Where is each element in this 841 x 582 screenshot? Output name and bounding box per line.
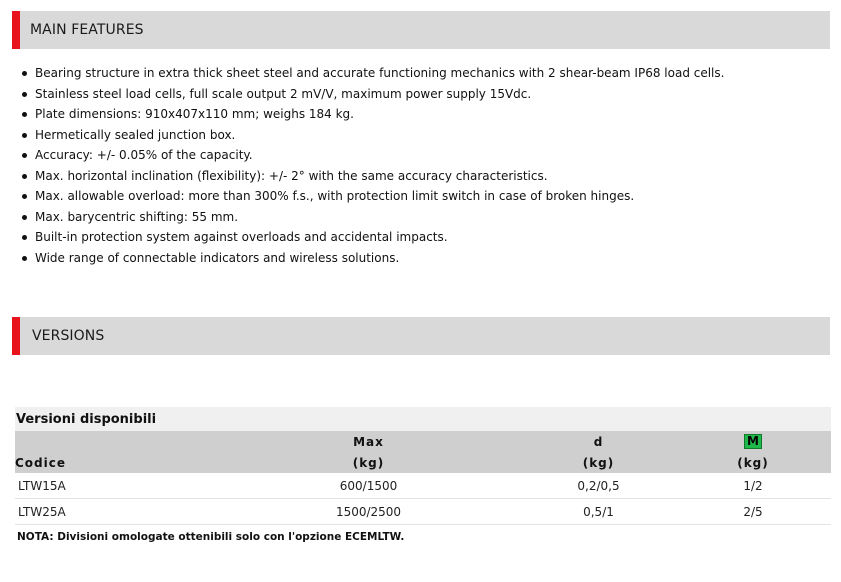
cell-d: 0,2/0,5 bbox=[522, 473, 675, 499]
versions-table-wrap bbox=[15, 407, 831, 525]
versions-title: VERSIONS bbox=[32, 328, 105, 344]
header-m-unit: (kg) bbox=[675, 452, 831, 473]
feature-item: Stainless steel load cells, full scale output 2 mV/V, maximum power supply 15Vdc. bbox=[20, 84, 820, 105]
cell-max: 1500/2500 bbox=[215, 499, 522, 525]
header-m bbox=[675, 431, 831, 452]
feature-item: Wide range of connectable indicators and wireless solutions. bbox=[20, 248, 820, 269]
accent-bar bbox=[12, 11, 20, 49]
cell-code: LTW15A bbox=[15, 473, 215, 499]
versions-header bbox=[12, 317, 830, 355]
header-max: Max bbox=[215, 431, 522, 452]
cell-m: 1/2 bbox=[675, 473, 831, 499]
cell-m: 2/5 bbox=[675, 499, 831, 525]
header-blank bbox=[15, 431, 215, 452]
cell-d: 0,5/1 bbox=[522, 499, 675, 525]
main-features-header bbox=[12, 11, 830, 49]
versions-table bbox=[15, 431, 831, 525]
accent-bar bbox=[12, 317, 20, 355]
feature-item: Max. allowable overload: more than 300% f.s., with protection limit switch in case of broken hinges. bbox=[20, 186, 820, 207]
features-list bbox=[20, 63, 820, 268]
header-codice: Codice bbox=[15, 452, 215, 473]
cell-code: LTW25A bbox=[15, 499, 215, 525]
feature-item: Max. horizontal inclination (flexibility): +/- 2° with the same accuracy characteristics. bbox=[20, 166, 820, 187]
feature-item: Max. barycentric shifting: 55 mm. bbox=[20, 207, 820, 228]
header-d-unit: (kg) bbox=[522, 452, 675, 473]
feature-item: Bearing structure in extra thick sheet steel and accurate functioning mechanics with 2 shear-beam IP68 load cells. bbox=[20, 63, 820, 84]
main-features-title: MAIN FEATURES bbox=[30, 22, 144, 38]
cell-max: 600/1500 bbox=[215, 473, 522, 499]
table-header-row bbox=[15, 452, 831, 473]
header-max-unit: (kg) bbox=[215, 452, 522, 473]
feature-item: Hermetically sealed junction box. bbox=[20, 125, 820, 146]
table-note: NOTA: Divisioni omologate ottenibili solo con l'opzione ECEMLTW. bbox=[17, 531, 405, 543]
feature-item: Plate dimensions: 910x407x110 mm; weighs 184 kg. bbox=[20, 104, 820, 125]
feature-item: Built-in protection system against overloads and accidental impacts. bbox=[20, 227, 820, 248]
m-badge: M bbox=[744, 434, 762, 449]
feature-item: Accuracy: +/- 0.05% of the capacity. bbox=[20, 145, 820, 166]
table-row bbox=[15, 473, 831, 499]
table-header-row bbox=[15, 431, 831, 452]
table-row bbox=[15, 499, 831, 525]
table-caption: Versioni disponibili bbox=[15, 407, 831, 431]
header-d: d bbox=[522, 431, 675, 452]
